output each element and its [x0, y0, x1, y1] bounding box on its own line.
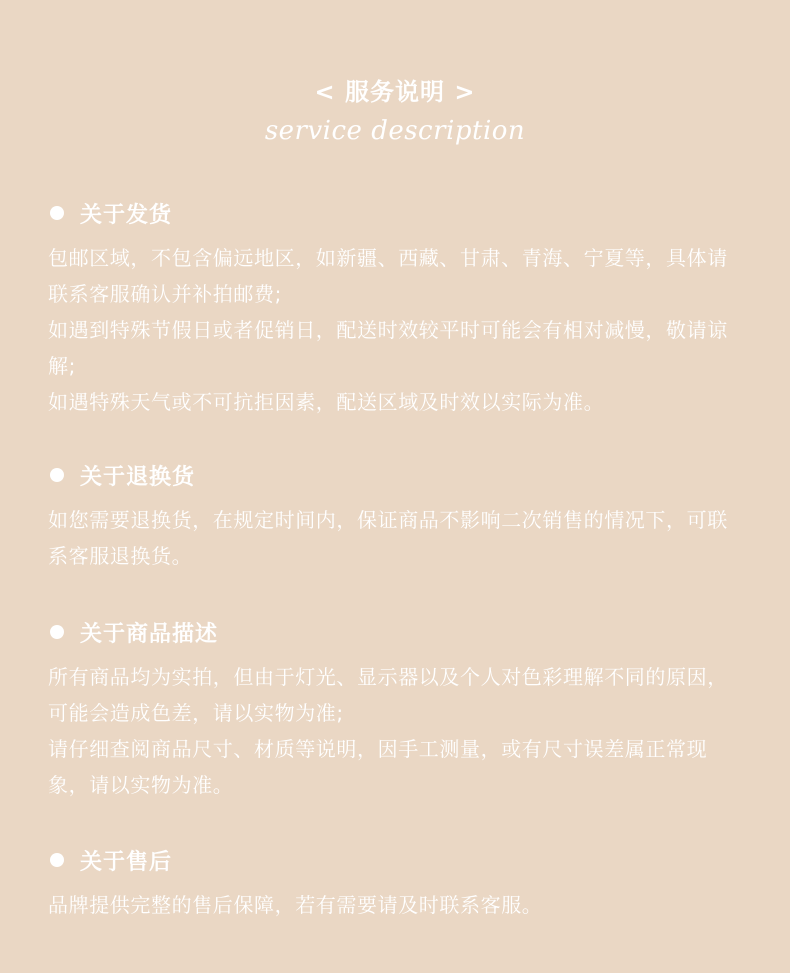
section-heading	[48, 196, 742, 230]
page-subtitle: service description	[264, 116, 526, 146]
section-body	[48, 887, 742, 923]
after-sales-paragraph-1: 品牌提供完整的售后保障，若有需要请及时联系客服。	[48, 893, 543, 917]
section-shipping	[48, 196, 742, 420]
section-title-product-description: 关于商品描述	[80, 621, 219, 647]
product-paragraph-2: 请仔细查阅商品尺寸、材质等说明，因手工测量，或有尺寸误差属正常现象，请以实物为准。	[48, 737, 708, 797]
bullet-dot-icon	[50, 206, 64, 220]
service-header	[0, 76, 790, 148]
section-title-after-sales: 关于售后	[80, 849, 173, 875]
page-title: < 服务说明 >	[314, 78, 476, 106]
section-returns	[48, 458, 742, 574]
section-body	[48, 659, 742, 803]
product-paragraph-1: 所有商品均为实拍，但由于灯光、显示器以及个人对色彩理解不同的原因，可能会造成色差，请以实物为准;	[48, 665, 728, 725]
shipping-paragraph-1: 包邮区域，不包含偏远地区，如新疆、西藏、甘肃、青海、宁夏等，具体请联系客服确认并补拍邮费;	[48, 246, 728, 306]
section-after-sales	[48, 843, 742, 923]
section-heading	[48, 615, 742, 649]
section-body	[48, 240, 742, 420]
bullet-dot-icon	[50, 625, 64, 639]
bullet-dot-icon	[50, 853, 64, 867]
section-heading	[48, 458, 742, 492]
section-title-returns: 关于退换货	[80, 464, 196, 490]
shipping-paragraph-3: 如遇特殊天气或不可抗拒因素，配送区域及时效以实际为准。	[48, 390, 605, 414]
section-body	[48, 502, 742, 574]
bullet-dot-icon	[50, 468, 64, 482]
section-title-shipping: 关于发货	[80, 202, 173, 228]
section-product-description	[48, 615, 742, 803]
returns-paragraph-1: 如您需要退换货，在规定时间内，保证商品不影响二次销售的情况下，可联系客服退换货。	[48, 508, 728, 568]
section-heading	[48, 843, 742, 877]
shipping-paragraph-2: 如遇到特殊节假日或者促销日，配送时效较平时可能会有相对减慢，敬请谅解;	[48, 318, 728, 378]
